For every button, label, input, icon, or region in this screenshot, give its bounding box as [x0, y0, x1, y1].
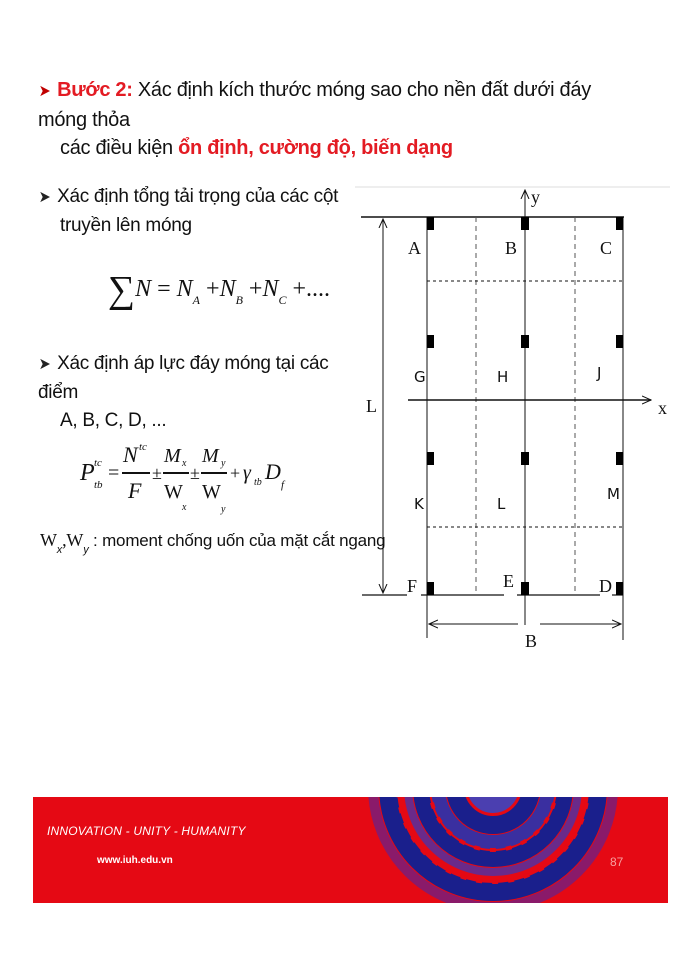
- sum-tail: +....: [292, 276, 331, 302]
- step-highlight: ổn định, cường độ, biến dạng: [178, 137, 453, 159]
- svg-text:γ: γ: [243, 462, 251, 484]
- page-number: 87: [610, 855, 624, 869]
- svg-text:P: P: [80, 460, 95, 486]
- svg-text:tc: tc: [94, 457, 102, 469]
- term-n: N: [176, 276, 193, 302]
- bullet-line1: Xác định tổng tải trọng của các cột: [57, 186, 339, 207]
- formula-sum-n: $\sum N = N_A +N_B +N_C$ +....: [108, 269, 331, 311]
- bullet-line2: A, B, C, D, ...: [60, 410, 167, 431]
- column-f: [427, 582, 434, 595]
- column-b: [521, 217, 529, 230]
- column-h: [521, 335, 529, 348]
- step-line2-prefix: các điều kiện: [60, 137, 179, 159]
- svg-text:E: E: [503, 571, 514, 591]
- svg-text:y: y: [531, 187, 540, 207]
- footer-url[interactable]: www.iuh.edu.vn: [97, 855, 173, 866]
- svg-text:y: y: [221, 458, 226, 469]
- step-text: Xác định kích thước móng sao cho nền đất dưới đáy móng thỏa: [38, 79, 591, 131]
- svg-text:G: G: [414, 368, 426, 386]
- svg-text:M: M: [164, 445, 181, 467]
- svg-text:+: +: [230, 463, 241, 483]
- svg-text:B: B: [525, 631, 538, 651]
- svg-text:D: D: [265, 459, 281, 484]
- svg-text:W: W: [202, 481, 221, 503]
- bullet-line2: truyền lên móng: [60, 215, 192, 236]
- arrow-bullet-icon: ➤: [38, 83, 51, 100]
- svg-text:M: M: [202, 445, 219, 467]
- column-j: [616, 335, 623, 348]
- sub-b: B: [235, 293, 243, 307]
- svg-text:tb: tb: [94, 479, 103, 491]
- equals-sign: =: [157, 276, 171, 302]
- svg-text:F: F: [128, 478, 142, 503]
- svg-text:tc: tc: [139, 441, 147, 453]
- svg-text:M: M: [607, 485, 620, 503]
- svg-text:L: L: [366, 396, 377, 416]
- sigma-symbol: ∑: [108, 269, 136, 311]
- svg-text:F: F: [407, 576, 418, 596]
- svg-text:A: A: [408, 238, 421, 258]
- arrow-bullet-icon: ➤: [38, 356, 51, 373]
- column-c: [616, 217, 623, 230]
- term-n: N: [262, 276, 279, 302]
- svg-text:B: B: [505, 238, 518, 258]
- column-l: [521, 452, 529, 465]
- column-d: [616, 582, 623, 595]
- svg-text:x: x: [658, 398, 667, 418]
- sub-a: A: [192, 293, 201, 307]
- svg-text:x: x: [182, 458, 187, 469]
- w-symbol: W: [66, 530, 84, 550]
- svg-text:tb: tb: [254, 477, 262, 488]
- svg-text:H: H: [497, 368, 509, 386]
- sub-c: C: [278, 293, 287, 307]
- svg-text:W: W: [164, 481, 183, 503]
- svg-text:f: f: [281, 479, 285, 491]
- svg-text:N: N: [123, 442, 138, 467]
- svg-text:D: D: [599, 576, 612, 596]
- note-text: : moment chống uốn của mặt cắt ngang: [88, 531, 386, 550]
- footer-banner: [33, 797, 668, 903]
- svg-text:=: =: [108, 462, 120, 484]
- sum-lhs: N: [135, 276, 152, 302]
- arrow-bullet-icon: ➤: [38, 189, 51, 206]
- term-n: N: [219, 276, 236, 302]
- svg-text:J: J: [597, 364, 602, 382]
- column-a: [427, 217, 434, 230]
- bullet-line1: Xác định áp lực đáy móng tại các điểm: [38, 353, 329, 403]
- section-modulus-note: $W_x,W_y$ : moment chống uốn của mặt cắt ngang: [40, 530, 386, 556]
- svg-text:y: y: [221, 504, 226, 515]
- column-k: [427, 452, 434, 465]
- svg-text:L: L: [497, 495, 506, 513]
- svg-text:±: ±: [190, 463, 200, 483]
- column-m: [616, 452, 623, 465]
- sub-x: x: [56, 544, 63, 556]
- step-label: Bước 2:: [57, 79, 133, 101]
- svg-text:K: K: [414, 495, 424, 513]
- svg-text:±: ±: [152, 463, 162, 483]
- decorative-pattern-icon: [363, 797, 623, 903]
- column-e: [521, 582, 529, 595]
- footer-motto: INNOVATION - UNITY - HUMANITY: [47, 824, 246, 838]
- column-g: [427, 335, 434, 348]
- svg-text:x: x: [182, 502, 187, 513]
- svg-text:C: C: [600, 238, 613, 258]
- sub-y: y: [83, 544, 89, 556]
- w-symbol: W: [40, 530, 57, 550]
